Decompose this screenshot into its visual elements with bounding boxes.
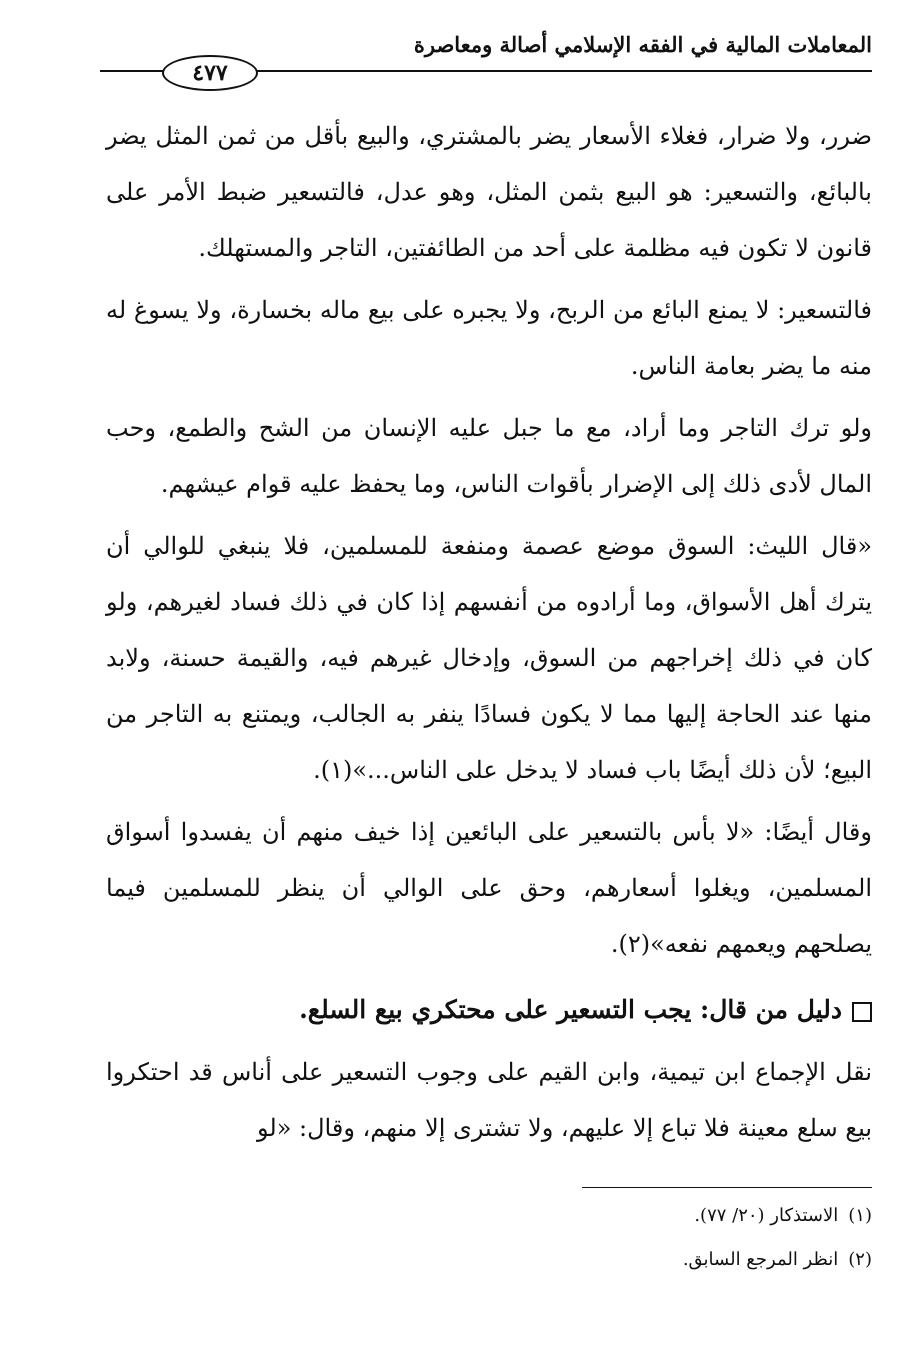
body-text [106,108,872,1162]
footnote-2-text: انظر المرجع السابق. [682,1249,839,1270]
footnote-rule [582,1187,872,1188]
paragraph-4-quote: «قال الليث: السوق موضع عصمة ومنفعة للمسلمين، فلا ينبغي للوالي أن يترك أهل الأسواق، وما أرادوه من أنفسهم إذا كان في ذلك فساد لغيرهم، ولو كان في ذلك إخراجهم من السوق، وإدخال غيرهم فيه، والقيمة حسنة، ولابد منها عند الحاجة إليها مما لا يكون فسادًا ينفر به الجالب، ويمتنع به التاجر من البيع؛ لأن ذلك أيضًا باب فساد لا يدخل على الناس...»(١). [106,532,872,784]
paragraph-1: ضرر، ولا ضرار، فغلاء الأسعار يضر بالمشتري، والبيع بأقل من ثمن المثل يضر بالبائع، والتسعير: هو البيع بثمن المثل، وهو عدل، فالتسعير ضبط الأمر على قانون لا تكون فيه مظلمة على أحد من الطائفتين، التاجر والمستهلك. [106,122,872,262]
running-head-title: المعاملات المالية في الفقه الإسلامي أصالة ومعاصرة [413,32,872,57]
footnote-2-number: (٢) [848,1249,872,1270]
footnote-1-text: الاستذكار (٢٠/ ٧٧). [694,1205,839,1226]
paragraph-2: فالتسعير: لا يمنع البائع من الربح، ولا يجبره على بيع ماله بخسارة، ولا يسوغ له منه ما يضر بعامة الناس. [106,296,872,380]
page-number-badge: ٤٧٧ [162,55,258,91]
footnote-1 [106,1194,872,1238]
paragraph-3: ولو ترك التاجر وما أراد، مع ما جبل عليه الإنسان من الشح والطمع، وحب المال لأدى ذلك إلى الإضرار بأقوات الناس، وما يحفظ عليه قوام عيشهم. [106,414,872,498]
section-heading [106,982,872,1038]
footnotes [106,1187,872,1282]
paragraph-5-quote: وقال أيضًا: «لا بأس بالتسعير على البائعين إذا خيف منهم أن يفسدوا أسواق المسلمين، ويغلوا أسعارهم، وحق على الوالي أن ينظر للمسلمين فيما يصلحهم ويعمهم نفعه»(٢). [106,818,872,958]
section-heading-text: دليل من قال: يجب التسعير على محتكري بيع السلع. [299,995,842,1024]
checkbox-icon [852,1002,872,1022]
footnote-2 [106,1238,872,1282]
paragraph-6: نقل الإجماع ابن تيمية، وابن القيم على وجوب التسعير على أناس قد احتكروا بيع سلع معينة فلا تباع إلا عليهم، ولا تشترى إلا منهم، وقال: «لو [106,1058,872,1142]
footnote-1-number: (١) [848,1205,872,1226]
